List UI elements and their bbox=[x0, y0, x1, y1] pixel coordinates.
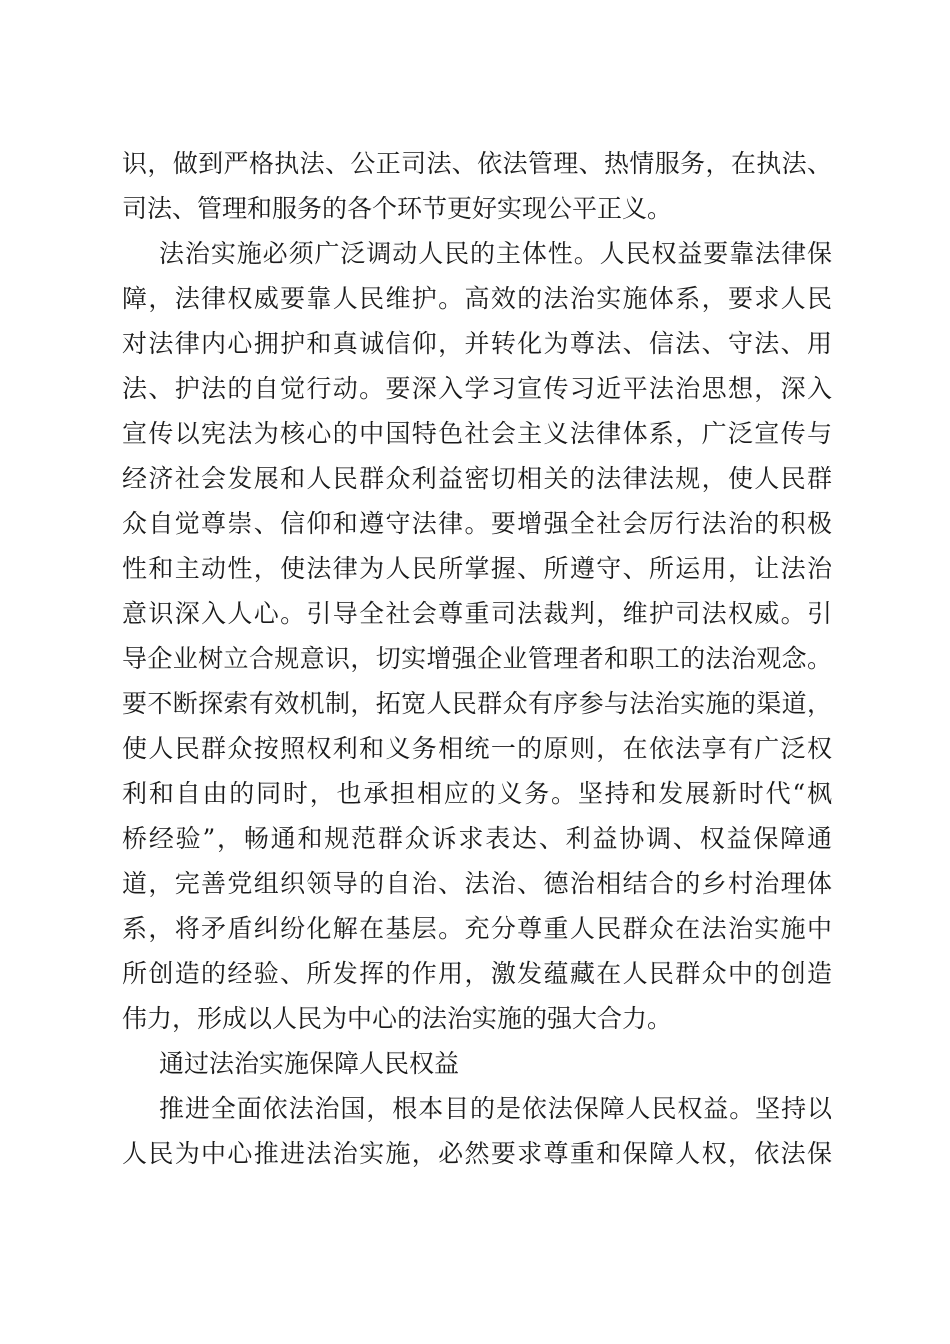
text-line: 法、护法的自觉行动。要深入学习宣传习近平法治思想，深入 bbox=[122, 374, 832, 403]
text-line: 使人民群众按照权利和义务相统一的原则，在依法享有广泛权 bbox=[122, 734, 832, 763]
section-heading: 通过法治实施保障人民权益 bbox=[159, 1049, 460, 1078]
text-line: 道，完善党组织领导的自治、法治、德治相结合的乡村治理体 bbox=[122, 869, 832, 898]
text-line: 意识深入人心。引导全社会尊重司法裁判，维护司法权威。引 bbox=[122, 599, 832, 628]
document-body bbox=[122, 141, 832, 1176]
text-line: 性和主动性，使法律为人民所掌握、所遵守、所运用，让法治 bbox=[122, 554, 832, 583]
text-line: 桥经验”，畅通和规范群众诉求表达、利益协调、权益保障通 bbox=[122, 824, 832, 853]
text-line: 众自觉尊崇、信仰和遵守法律。要增强全社会厉行法治的积极 bbox=[122, 509, 832, 538]
text-line: 所创造的经验、所发挥的作用，激发蕴藏在人民群众中的创造 bbox=[122, 959, 832, 988]
text-line: 人民为中心推进法治实施，必然要求尊重和保障人权，依法保 bbox=[122, 1139, 832, 1168]
text-line: 经济社会发展和人民群众利益密切相关的法律法规，使人民群 bbox=[122, 464, 832, 493]
text-line: 司法、管理和服务的各个环节更好实现公平正义。 bbox=[122, 194, 673, 223]
text-line: 导企业树立合规意识，切实增强企业管理者和职工的法治观念。 bbox=[122, 644, 832, 673]
text-line: 障，法律权威要靠人民维护。高效的法治实施体系，要求人民 bbox=[122, 284, 832, 313]
text-line: 要不断探索有效机制，拓宽人民群众有序参与法治实施的渠道， bbox=[122, 689, 832, 718]
text-line: 识，做到严格执法、公正司法、依法管理、热情服务，在执法、 bbox=[122, 149, 832, 178]
paragraph-first-line: 法治实施必须广泛调动人民的主体性。人民权益要靠法律保 bbox=[159, 239, 832, 268]
text-line: 系，将矛盾纠纷化解在基层。充分尊重人民群众在法治实施中 bbox=[122, 914, 832, 943]
text-line: 伟力，形成以人民为中心的法治实施的强大合力。 bbox=[122, 1004, 673, 1033]
paragraph-first-line: 推进全面依法治国，根本目的是依法保障人民权益。坚持以 bbox=[159, 1094, 832, 1123]
text-line: 宣传以宪法为核心的中国特色社会主义法律体系，广泛宣传与 bbox=[122, 419, 832, 448]
text-line: 对法律内心拥护和真诚信仰，并转化为尊法、信法、守法、用 bbox=[122, 329, 832, 358]
text-line: 利和自由的同时，也承担相应的义务。坚持和发展新时代“枫 bbox=[122, 779, 832, 808]
